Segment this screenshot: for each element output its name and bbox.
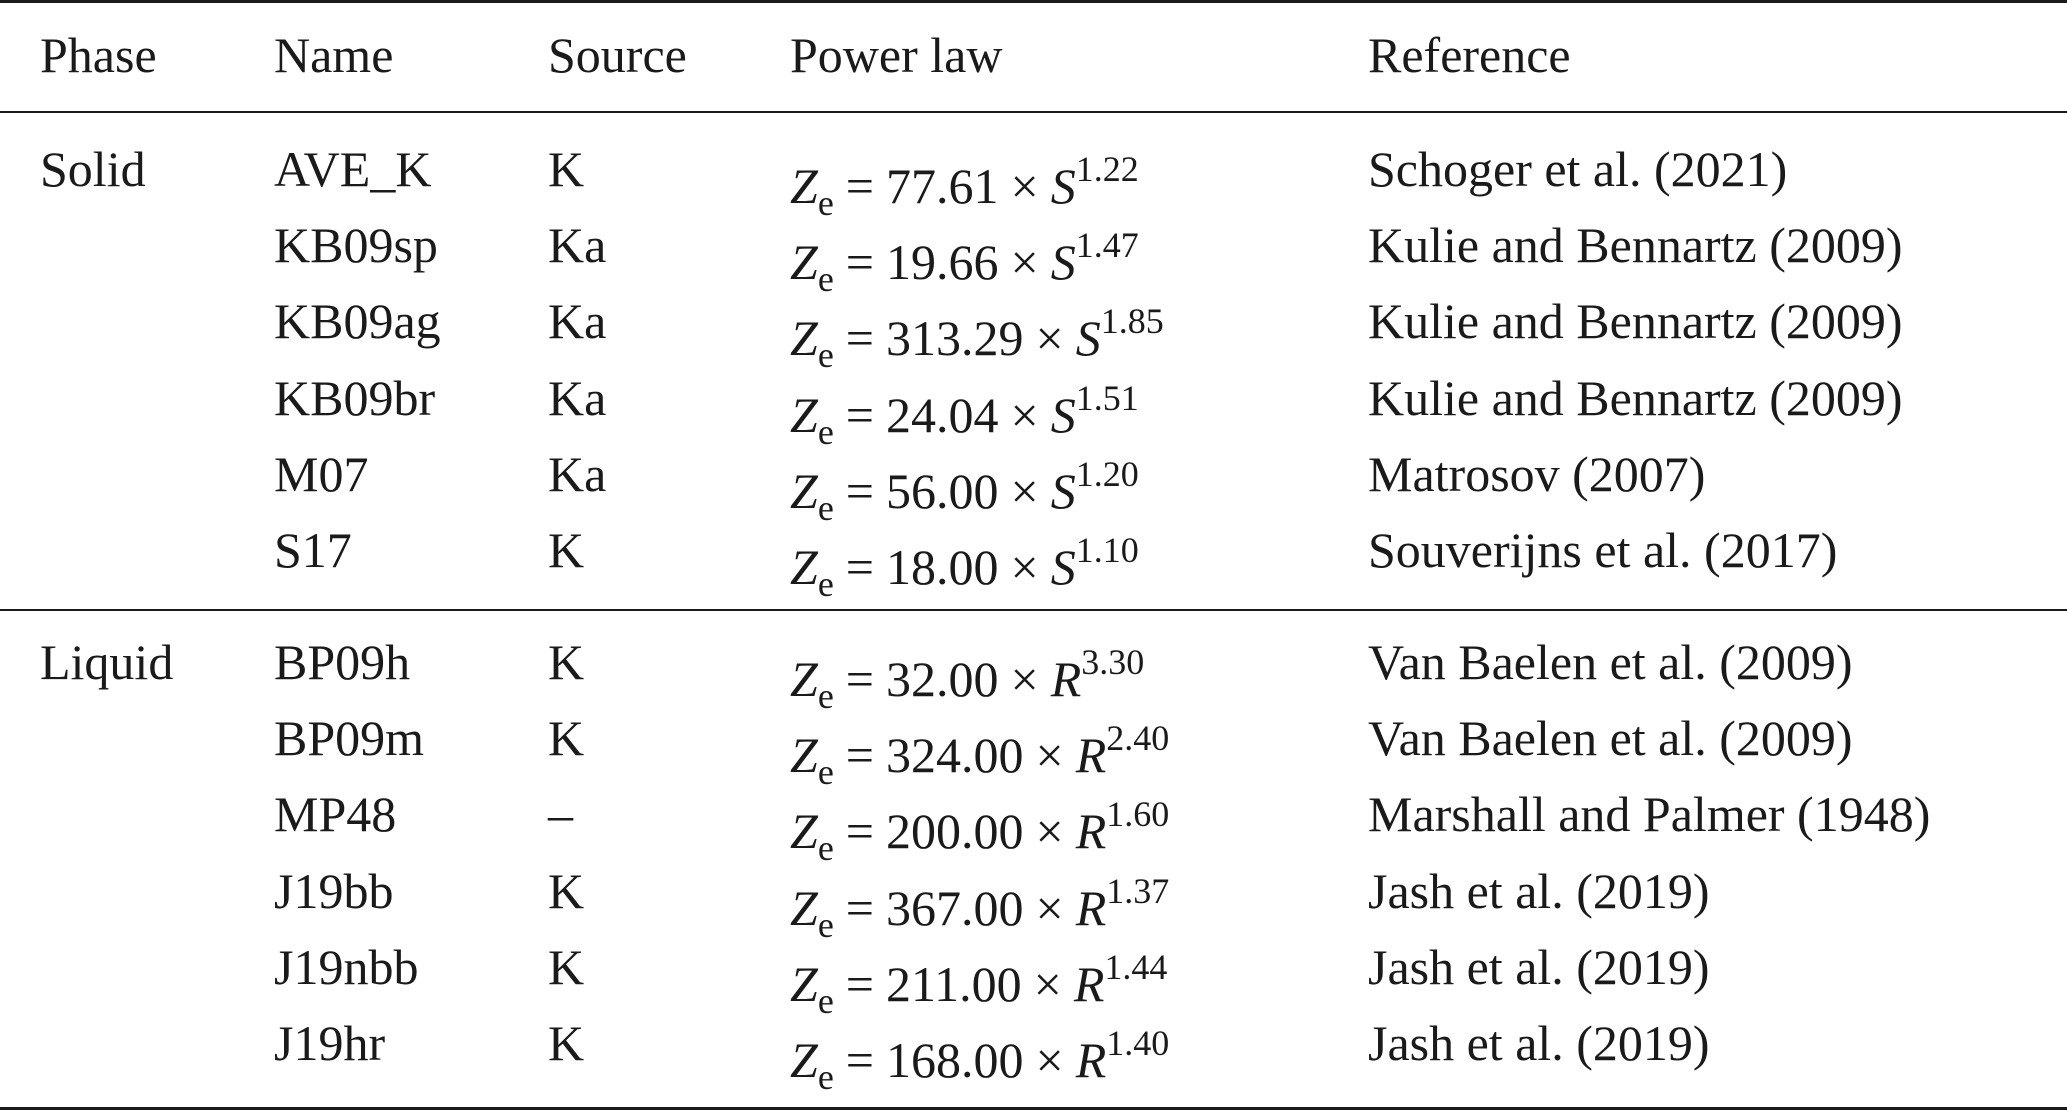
equals-sign: = [845,879,874,936]
times-sign: × [1035,879,1064,936]
equals-sign: = [845,386,874,443]
coefficient: 168.00 [886,1032,1024,1088]
lhs-subscript: e [817,335,834,376]
equals-sign: = [845,462,874,519]
lhs-variable: Z [790,727,818,784]
equals-sign: = [845,234,874,291]
rhs-variable: S [1050,539,1076,595]
reference-cell: Souverijns et al. (2017) [1368,522,1838,578]
table-row [0,853,2067,945]
times-sign: × [1010,234,1039,291]
reference-cell: Kulie and Bennartz (2009) [1368,217,1903,274]
power-law-cell [790,929,1168,1021]
rhs-variable: R [1073,955,1105,1012]
reference-cell: Van Baelen et al. (2009) [1368,634,1853,690]
table-row [0,131,2067,223]
coefficient: 200.00 [886,803,1024,860]
table-row [0,624,2067,716]
coefficient: 18.00 [886,539,999,595]
name-cell: J19nbb [274,938,419,995]
reference-cell: Marshall and Palmer (1948) [1368,786,1931,843]
power-law-cell [790,283,1164,376]
reference-cell: Matrosov (2007) [1368,445,1706,502]
lhs-subscript: e [817,980,834,1021]
exponent: 1.60 [1106,794,1170,835]
exponent: 2.40 [1106,718,1170,759]
coefficient: 32.00 [886,651,999,707]
exponent: 3.30 [1081,642,1145,682]
header-source: Source [548,27,687,83]
exponent: 1.47 [1075,225,1139,266]
equals-sign: = [845,803,874,860]
times-sign: × [1010,539,1039,595]
name-cell: KB09sp [274,217,438,274]
source-cell: K [548,141,585,197]
lhs-subscript: e [817,487,834,528]
source-cell: K [548,938,585,995]
table-header-row [0,17,2067,93]
coefficient: 313.29 [886,310,1024,367]
power-law-cell [790,624,1145,716]
reference-cell: Van Baelen et al. (2009) [1368,710,1853,767]
name-cell: BP09m [274,710,425,767]
lhs-subscript: e [817,259,834,300]
equals-sign: = [845,955,874,1012]
source-cell: – [548,786,573,843]
lhs-subscript: e [817,1057,834,1097]
coefficient: 56.00 [886,462,999,519]
source-cell: K [548,522,585,578]
lhs-variable: Z [790,803,818,860]
header-reference: Reference [1368,27,1571,83]
equals-sign: = [845,539,874,595]
name-cell: J19hr [274,1015,386,1071]
header-phase: Phase [40,27,157,83]
name-cell: KB09ag [274,293,441,350]
lhs-variable: Z [790,539,818,595]
name-cell: S17 [274,522,352,578]
power-law-cell [790,512,1139,604]
reference-cell: Jash et al. (2019) [1368,1015,1710,1071]
lhs-subscript: e [817,752,834,793]
table-bottom-rule [0,1107,2067,1110]
times-sign: × [1033,955,1062,1012]
lhs-variable: Z [790,1032,818,1088]
table-row [0,207,2067,300]
table-row [0,360,2067,452]
reference-cell: Jash et al. (2019) [1368,862,1710,919]
exponent: 1.22 [1075,149,1139,189]
name-cell: BP09h [274,634,411,690]
rhs-variable: R [1075,727,1107,784]
times-sign: × [1010,651,1039,707]
table-row [0,283,2067,376]
times-sign: × [1035,310,1064,367]
table-row [0,929,2067,1021]
reference-cell: Kulie and Bennartz (2009) [1368,369,1903,426]
equals-sign: = [845,727,874,784]
times-sign: × [1010,158,1039,214]
rhs-variable: R [1075,879,1107,936]
rhs-variable: R [1050,651,1082,707]
lhs-variable: Z [790,310,818,367]
times-sign: × [1035,803,1064,860]
lhs-variable: Z [790,234,818,291]
source-cell: Ka [548,445,607,502]
name-cell: J19bb [274,862,394,919]
group-separator-rule [0,609,2067,611]
equals-sign: = [845,310,874,367]
header-rule [0,111,2067,113]
header-name: Name [274,27,394,83]
coefficient: 211.00 [886,955,1022,1012]
lhs-variable: Z [790,955,818,1012]
rhs-variable: S [1050,158,1076,214]
table-row [0,512,2067,604]
table-row [0,1005,2067,1097]
coefficient: 77.61 [886,158,999,214]
power-law-cell [790,700,1170,793]
phase-cell: Liquid [40,634,174,690]
source-cell: K [548,1015,585,1071]
name-cell: KB09br [274,369,436,426]
rhs-variable: R [1075,803,1107,860]
exponent: 1.85 [1100,301,1164,342]
rhs-variable: S [1075,310,1101,367]
rhs-variable: S [1050,462,1076,519]
equals-sign: = [845,651,874,707]
coefficient: 367.00 [886,879,1024,936]
reference-cell: Kulie and Bennartz (2009) [1368,293,1903,350]
lhs-variable: Z [790,386,818,443]
table-top-rule [0,0,2067,3]
lhs-variable: Z [790,462,818,519]
power-law-cell [790,436,1139,528]
lhs-subscript: e [817,411,834,452]
source-cell: K [548,634,585,690]
times-sign: × [1010,462,1039,519]
lhs-subscript: e [817,828,834,869]
lhs-subscript: e [817,183,834,223]
exponent: 1.20 [1075,453,1139,494]
exponent: 1.40 [1106,1023,1170,1063]
rhs-variable: R [1075,1032,1107,1088]
name-cell: M07 [274,445,369,502]
lhs-subscript: e [817,564,834,604]
source-cell: K [548,710,585,767]
source-cell: Ka [548,293,607,350]
times-sign: × [1035,1032,1064,1088]
source-cell: Ka [548,369,607,426]
table-row [0,436,2067,528]
lhs-variable: Z [790,879,818,936]
phase-cell: Solid [40,141,146,197]
power-law-cell [790,207,1139,300]
power-law-cell [790,776,1170,869]
equals-sign: = [845,158,874,214]
exponent: 1.37 [1106,870,1170,911]
rhs-variable: S [1050,234,1076,291]
lhs-subscript: e [817,676,834,716]
name-cell: MP48 [274,786,397,843]
coefficient: 24.04 [886,386,999,443]
power-law-cell [790,131,1139,223]
name-cell: AVE_K [274,141,432,197]
equals-sign: = [845,1032,874,1088]
source-cell: K [548,862,585,919]
exponent: 1.51 [1075,377,1139,418]
coefficient: 324.00 [886,727,1024,784]
source-cell: Ka [548,217,607,274]
lhs-subscript: e [817,904,834,945]
power-law-cell [790,1005,1170,1097]
times-sign: × [1035,727,1064,784]
coefficient: 19.66 [886,234,999,291]
reference-cell: Schoger et al. (2021) [1368,141,1788,197]
power-law-cell [790,853,1170,945]
times-sign: × [1010,386,1039,443]
lhs-variable: Z [790,158,818,214]
reference-cell: Jash et al. (2019) [1368,938,1710,995]
rhs-variable: S [1050,386,1076,443]
table-row [0,776,2067,869]
power-law-cell [790,360,1139,452]
exponent: 1.44 [1104,946,1168,987]
lhs-variable: Z [790,651,818,707]
header-power-law: Power law [790,27,1003,83]
exponent: 1.10 [1075,530,1139,570]
table-row [0,700,2067,793]
